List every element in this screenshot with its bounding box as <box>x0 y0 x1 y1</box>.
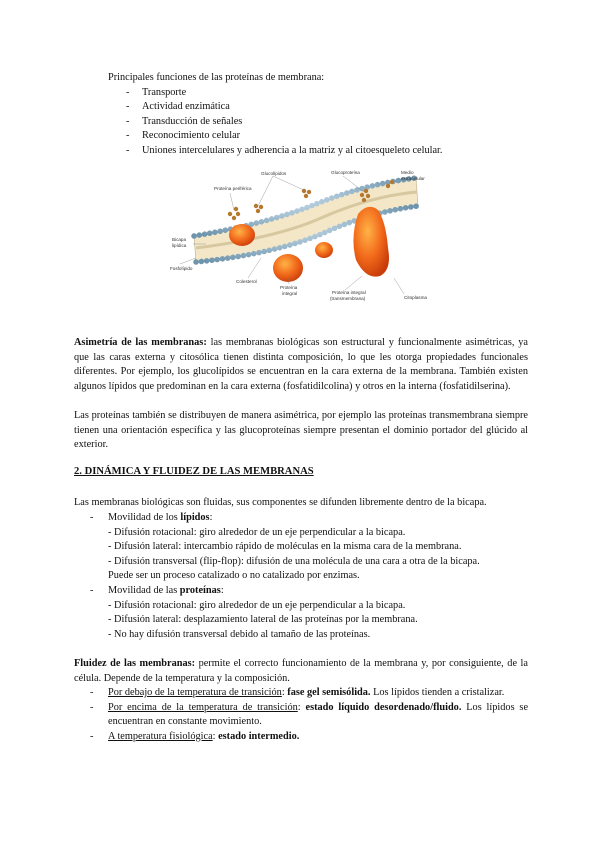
integral-protein <box>273 254 303 282</box>
list-item: - Actividad enzimática <box>126 101 230 113</box>
list-item: - A temperatura fisiológica: estado intermedio. <box>90 730 300 742</box>
label-glucoproteina: Glucoproteína <box>331 170 360 175</box>
label-transmembrana-2: (transmembrana) <box>330 296 366 301</box>
label-bicapa-2: lipídica <box>172 243 187 248</box>
list-item: - Por debajo de la temperatura de transición: fase gel semisólida. Los lípidos tienden a cristalizar. <box>90 687 505 698</box>
label-proteina-periferica: Proteína periférica <box>214 186 252 191</box>
label-citoplasma: Citoplasma <box>404 295 427 300</box>
label-transmembrana-1: Proteína integral <box>332 290 366 295</box>
asymmetry-paragraph <box>74 336 528 394</box>
list-item: - Difusión lateral: desplazamiento lateral de las proteínas por la membrana. <box>108 614 418 626</box>
small-integral-protein <box>315 242 333 258</box>
list-item: - Uniones intercelulares y adherencia a la matriz y al citoesqueleto celular. <box>126 144 443 156</box>
label-bicapa-1: Bicapa <box>172 237 187 242</box>
asymmetry-text: las membranas biológicas son estructural y funcionalmente asimétricas, ya que las caras externa y citosólica tienen distinta composición, lo que les otorga propiedades funcionales diferentes. Por ejemplo, los glucolípidos se encuentran en la cara externa de la membrana. También existen algunos lípidos que predominan en la cara externa (fosfatidilcolina) y otros en la interna (fosfatidilserina). <box>74 337 528 392</box>
fluidity-paragraph: Fluidez de las membranas: permite el correcto funcionamiento de la membrana y, por consiguiente, de la célula. Depende de la temperatura y la composición. <box>74 658 528 684</box>
section-title: 2. DINÁMICA Y FLUIDEZ DE LAS MEMBRANAS <box>74 466 314 477</box>
label-proteina-integral-1: Proteína <box>280 285 298 290</box>
list-item: - Por encima de la temperatura de transición: estado líquido desordenado/fluido. Los lípidos se encuentran en constante movimiento. <box>90 701 529 728</box>
asymmetry-proteins-paragraph: Las proteínas también se distribuyen de manera asimétrica, por ejemplo las proteínas transmembrana siempre tienen una orientación específica y las glucoproteínas siempre presentan el dominio portador del glúcido al exterior. <box>74 410 528 451</box>
protein-mobility-heading: - Movilidad de las proteínas: <box>90 584 224 596</box>
list-item: - Difusión rotacional: giro alrededor de un eje perpendicular a la bicapa. <box>108 526 406 538</box>
list-item: - Transporte <box>126 86 187 98</box>
label-medio-extracelular-1: Medio <box>401 170 414 175</box>
list-item: - Difusión rotacional: giro alrededor de un eje perpendicular a la bicapa. <box>108 599 406 611</box>
label-glucolipidos: Glucolípidos <box>261 171 287 176</box>
lipid-mobility-heading: - Movilidad de los lípidos: <box>90 512 213 523</box>
fluidity-term: Fluidez de las membranas: <box>74 658 196 669</box>
fluidity-intro: Las membranas biológicas son fluidas, sus componentes se difunden libremente dentro de la bicapa. <box>74 497 487 508</box>
list-item: - Difusión lateral: intercambio rápido de moléculas en la misma cara de la membrana. <box>108 541 462 553</box>
functions-list <box>108 86 528 159</box>
peripheral-protein <box>229 224 255 246</box>
membrane-protein-functions <box>108 71 528 159</box>
membrane-diagram <box>166 166 432 308</box>
list-item: - Difusión transversal (flip-flop): difusión de una molécula de una cara a otra de la bicapa. <box>108 555 480 567</box>
list-item: - Transducción de señales <box>126 115 243 127</box>
list-item-continuation: Puede ser un proceso catalizado o no catalizado por enzimas. <box>108 570 360 582</box>
label-colesterol: Colesterol <box>236 279 257 284</box>
lipid-mobility-block <box>74 511 528 642</box>
label-fosfolipido: Fosfolípido <box>170 266 193 271</box>
asymmetry-term: Asimetría de las membranas: <box>74 337 207 348</box>
functions-heading: Principales funciones de las proteínas de membrana: <box>108 72 325 83</box>
list-item: - Reconocimiento celular <box>126 130 241 142</box>
label-medio-extracelular-2: extracelular <box>401 176 425 181</box>
fluidity-list <box>74 686 528 744</box>
list-item: - No hay difusión transversal debido al tamaño de las proteínas. <box>108 628 371 640</box>
transmembrane-protein <box>353 207 389 277</box>
label-proteina-integral-2: integral <box>282 291 298 296</box>
